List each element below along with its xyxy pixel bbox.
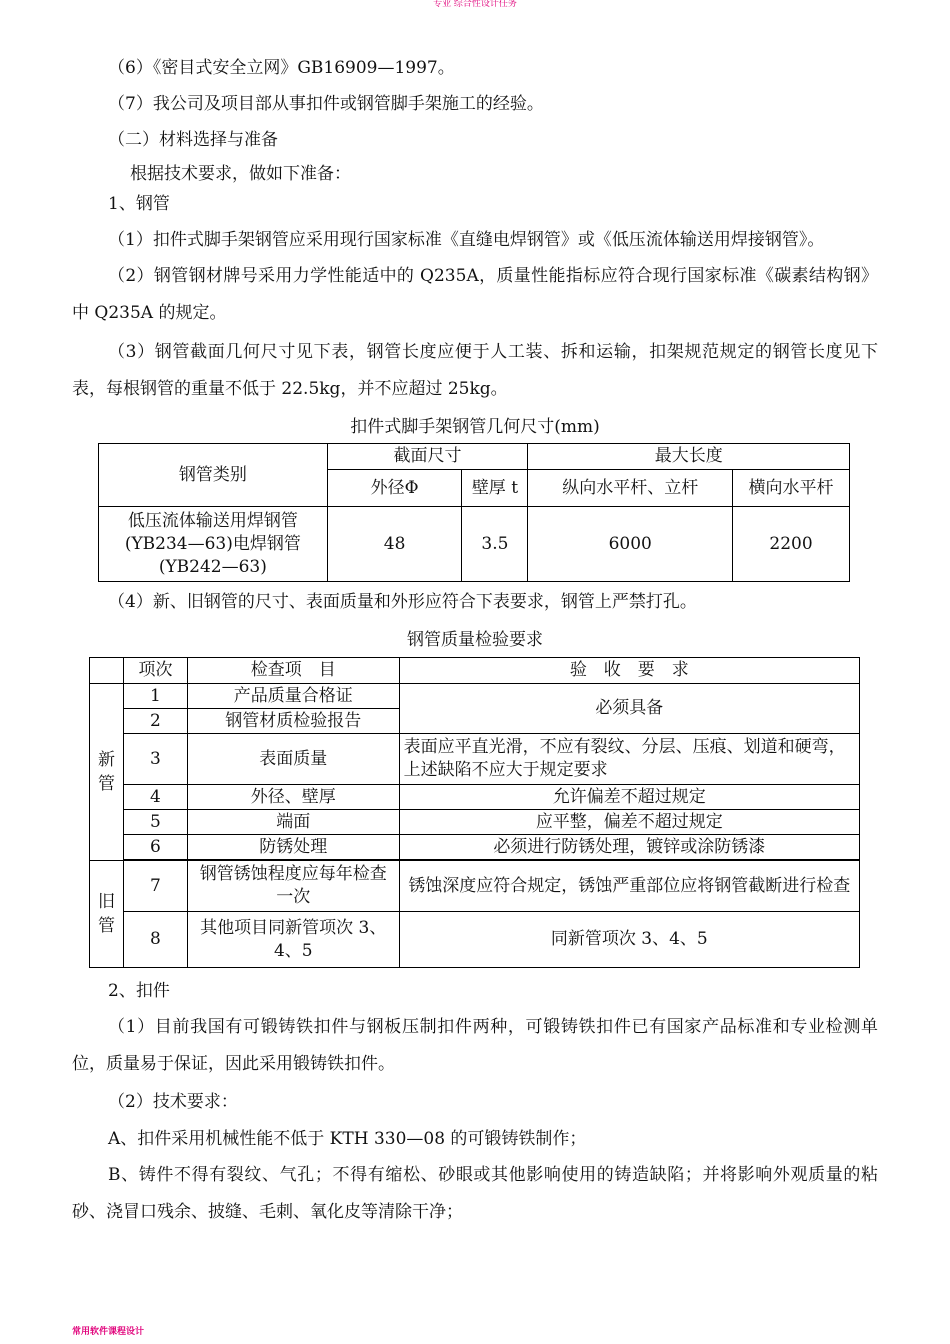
cell-req-8: 同新管项次 3、4、5 xyxy=(399,912,859,968)
section-heading-materials: （二）材料选择与准备 xyxy=(108,130,278,150)
header-watermark: 专业 综合性设计任务 xyxy=(433,0,517,9)
cell-od-value: 48 xyxy=(327,507,462,582)
cell-section-header: 截面尺寸 xyxy=(327,444,528,470)
cell-no-5: 5 xyxy=(123,810,187,835)
cell-req-6: 必须进行防锈处理，镀锌或涂防锈漆 xyxy=(399,835,859,860)
cell-item-5: 端面 xyxy=(187,810,399,835)
cell-item-4: 外径、壁厚 xyxy=(187,785,399,810)
cell-wall-value: 3.5 xyxy=(462,507,528,582)
cell-group-old: 旧管 xyxy=(90,861,124,968)
cell-no-8: 8 xyxy=(123,912,187,968)
text-new-old-pipe: （4）新、旧钢管的尺寸、表面质量和外形应符合下表要求，钢管上严禁打孔。 xyxy=(108,592,697,612)
cell-trans-header: 横向水平杆 xyxy=(733,470,850,507)
cell-item-header: 检查项 目 xyxy=(187,658,399,684)
para-req-b: B、铸件不得有裂纹、气孔；不得有缩松、砂眼或其他影响使用的铸造缺陷；并将影响外观质量的粘砂、浇冒口残余、披缝、毛刺、氧化皮等清除干净； xyxy=(72,1165,878,1222)
cell-long-value: 6000 xyxy=(528,507,733,582)
cell-pipe-type-header: 钢管类别 xyxy=(99,444,328,507)
pipe-type-line-1: 低压流体输送用焊钢管 xyxy=(127,510,298,531)
cell-item-1: 产品质量合格证 xyxy=(187,684,399,709)
cell-item-3: 表面质量 xyxy=(187,734,399,785)
cell-item-no-header: 项次 xyxy=(123,658,187,684)
pipe-size-table xyxy=(98,443,850,582)
cell-no-3: 3 xyxy=(123,734,187,785)
text-line-7: （7）我公司及项目部从事扣件或钢管脚手架施工的经验。 xyxy=(108,94,544,114)
cell-req-5: 应平整，偏差不超过规定 xyxy=(399,810,859,835)
footer-watermark: 常用软件课程设计 xyxy=(72,1327,145,1337)
pipe-type-line-2: (YB234—63)电焊钢管 xyxy=(124,533,301,554)
text-tech-req: （2）技术要求： xyxy=(108,1092,238,1112)
cell-group-new: 新管 xyxy=(90,684,124,861)
cell-no-1: 1 xyxy=(123,684,187,709)
cell-pipe-type xyxy=(99,507,328,582)
cell-no-4: 4 xyxy=(123,785,187,810)
cell-req-1-2: 必须具备 xyxy=(399,684,859,734)
text-line-6: （6）《密目式安全立网》GB16909—1997。 xyxy=(108,58,455,78)
text-req-a: A、扣件采用机械性能不低于 KTH 330—08 的可锻铸铁制作； xyxy=(108,1129,587,1149)
table1-caption: 扣件式脚手架钢管几何尺寸(mm) xyxy=(350,417,600,437)
cell-od-header: 外径Φ xyxy=(327,470,462,507)
cell-maxlen-header: 最大长度 xyxy=(528,444,850,470)
para-pipe-size: （3）钢管截面几何尺寸见下表，钢管长度应便于人工装、拆和运输，扣架规范规定的钢管长度见下表，每根钢管的重量不低于 22.5kg，并不应超过 25kg。 xyxy=(72,342,878,399)
text-intro: 根据技术要求，做如下准备： xyxy=(130,164,351,184)
cell-no-7: 7 xyxy=(123,861,187,912)
cell-item-6: 防锈处理 xyxy=(187,835,399,860)
cell-trans-value: 2200 xyxy=(733,507,850,582)
pipe-quality-table xyxy=(89,657,860,968)
para-fastener-types: （1）目前我国有可锻铸铁扣件与钢板压制扣件两种，可锻铸铁扣件已有国家产品标准和专业检测单位，质量易于保证，因此采用锻铸铁扣件。 xyxy=(72,1017,878,1074)
table2-caption: 钢管质量检验要求 xyxy=(407,630,543,650)
cell-item-8: 其他项目同新管项次 3、4、5 xyxy=(187,912,399,968)
cell-req-4: 允许偏差不超过规定 xyxy=(399,785,859,810)
cell-long-header: 纵向水平杆、立杆 xyxy=(528,470,733,507)
pipe-type-line-3: (YB242—63) xyxy=(158,556,267,577)
cell-blank-corner xyxy=(90,658,124,684)
text-pipe-standard: （1）扣件式脚手架钢管应采用现行国家标准《直缝电焊钢管》或《低压流体输送用焊接钢管》。 xyxy=(108,230,825,250)
heading-steel-pipe: 1、钢管 xyxy=(108,194,170,214)
cell-wall-header: 壁厚 t xyxy=(462,470,528,507)
cell-no-6: 6 xyxy=(123,835,187,860)
cell-req-header: 验 收 要 求 xyxy=(399,658,859,684)
cell-item-2: 钢管材质检验报告 xyxy=(187,709,399,734)
cell-no-2: 2 xyxy=(123,709,187,734)
cell-req-7: 锈蚀深度应符合规定，锈蚀严重部位应将钢管截断进行检查 xyxy=(399,861,859,912)
heading-fastener: 2、扣件 xyxy=(108,981,170,1001)
para-pipe-grade: （2）钢管钢材牌号采用力学性能适中的 Q235A，质量性能指标应符合现行国家标准《碳素结构钢》中 Q235A 的规定。 xyxy=(72,266,878,323)
cell-item-7: 钢管锈蚀程度应每年检查一次 xyxy=(187,861,399,912)
cell-req-3: 表面应平直光滑，不应有裂纹、分层、压痕、划道和硬弯，上述缺陷不应大于规定要求 xyxy=(399,734,859,785)
